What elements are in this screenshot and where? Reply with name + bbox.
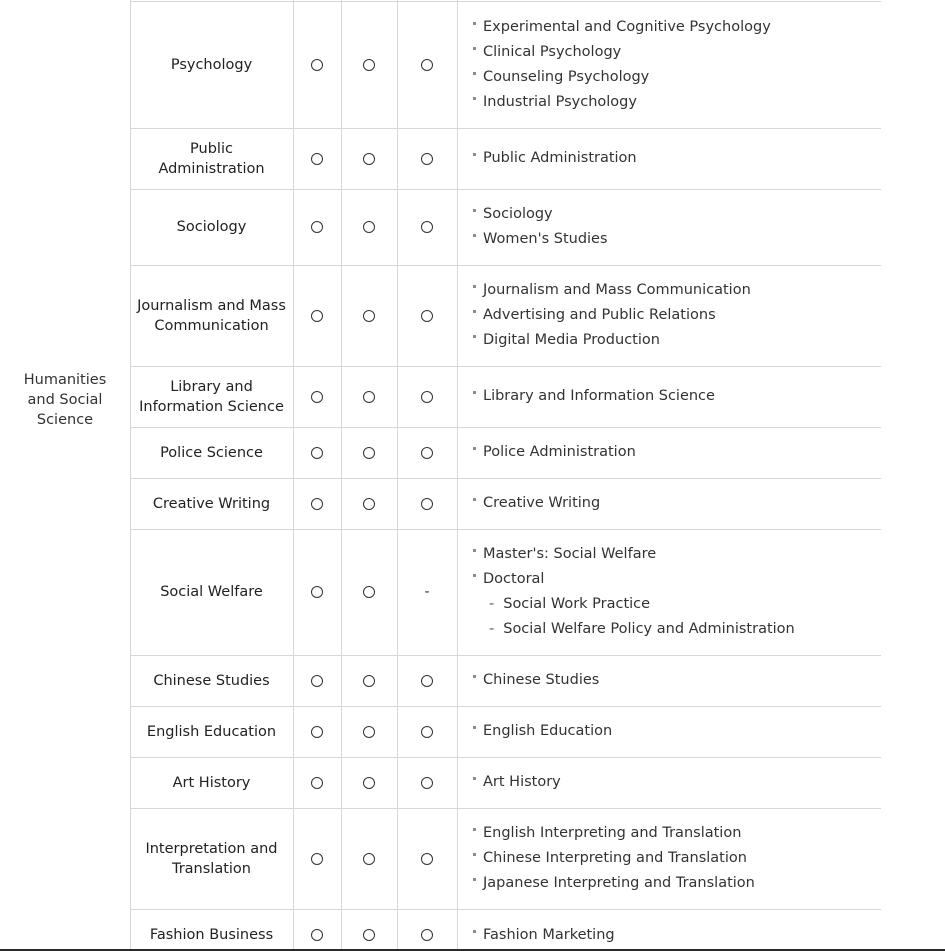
- offered-circle-icon: [341, 266, 397, 365]
- track-label: Social Welfare Policy and Administration: [503, 621, 795, 637]
- major-name: Police Science: [160, 444, 263, 461]
- major-name: Interpretation and Translation: [145, 840, 278, 877]
- track-item: [473, 846, 881, 871]
- track-list: [458, 707, 881, 756]
- track-list: [458, 2, 881, 127]
- circle-icon: [311, 853, 323, 865]
- circle-icon: [421, 221, 433, 233]
- track-list: [458, 530, 881, 654]
- track-label: Japanese Interpreting and Translation: [483, 875, 755, 891]
- offered-circle-icon: [341, 809, 397, 908]
- offered-circle-icon: [293, 367, 341, 426]
- dash-bullet-icon: -: [489, 596, 495, 612]
- circle-icon: [363, 777, 375, 789]
- track-item: [473, 90, 881, 115]
- table-row: [130, 656, 881, 705]
- offered-circle-icon: [341, 479, 397, 528]
- table-row: [130, 809, 881, 908]
- table-row: [130, 479, 881, 528]
- track-list: [458, 910, 881, 951]
- dash-mark: -: [424, 584, 430, 600]
- circle-icon: [311, 777, 323, 789]
- offered-circle-icon: [293, 809, 341, 908]
- track-label: Chinese Studies: [483, 672, 600, 688]
- track-item: [473, 146, 881, 171]
- square-bullet-icon: [473, 234, 476, 237]
- sub-track-item: [473, 592, 881, 617]
- row-divider: [130, 529, 881, 530]
- track-list: [458, 758, 881, 807]
- track-label: Creative Writing: [483, 495, 601, 511]
- offered-circle-icon: [341, 758, 397, 807]
- row-divider: [130, 808, 881, 809]
- major-name: Social Welfare: [160, 584, 263, 600]
- track-label: Doctoral: [483, 571, 545, 587]
- offered-circle-icon: [341, 2, 397, 127]
- track-label: Police Administration: [483, 444, 636, 460]
- row-divider: [130, 1, 881, 2]
- track-item: [473, 303, 881, 328]
- offered-circle-icon: [293, 656, 341, 705]
- track-list: [458, 190, 881, 264]
- track-item: [473, 328, 881, 353]
- row-divider: [130, 366, 881, 367]
- offered-circle-icon: [397, 479, 457, 528]
- row-divider: [130, 128, 881, 129]
- table-row: [130, 2, 881, 127]
- circle-icon: [363, 221, 375, 233]
- sub-track-item: [473, 617, 881, 642]
- table-row: [130, 707, 881, 756]
- row-divider: [130, 478, 881, 479]
- offered-circle-icon: [341, 656, 397, 705]
- track-label: Counseling Psychology: [483, 68, 650, 85]
- circle-icon: [311, 447, 323, 459]
- table-row: [130, 530, 881, 654]
- square-bullet-icon: [473, 22, 476, 25]
- track-label: Industrial Psychology: [483, 93, 637, 110]
- major-name: Psychology: [170, 56, 253, 73]
- table-row: [130, 129, 881, 188]
- square-bullet-icon: [473, 574, 476, 577]
- offered-circle-icon: [341, 367, 397, 426]
- major-name: Chinese Studies: [153, 672, 270, 689]
- circle-icon: [311, 221, 323, 233]
- track-label: Art History: [483, 774, 561, 790]
- row-divider: [130, 427, 881, 428]
- circle-icon: [421, 853, 433, 865]
- offered-circle-icon: [293, 129, 341, 188]
- offered-circle-icon: [397, 266, 457, 365]
- circle-icon: [311, 675, 323, 687]
- square-bullet-icon: [473, 310, 476, 313]
- track-list: [458, 656, 881, 705]
- circle-icon: [311, 59, 323, 71]
- row-divider: [130, 757, 881, 758]
- circle-icon: [363, 447, 375, 459]
- circle-icon: [421, 675, 433, 687]
- offered-circle-icon: [341, 707, 397, 756]
- major-name: Library and Information Science: [139, 378, 284, 415]
- offered-circle-icon: [341, 910, 397, 951]
- circle-icon: [311, 586, 323, 598]
- track-item: [473, 15, 881, 40]
- track-item: [473, 821, 881, 846]
- track-list: [458, 266, 881, 365]
- track-label: Fashion Marketing: [483, 926, 615, 943]
- track-label: Library and Information Science: [483, 388, 715, 404]
- circle-icon: [311, 498, 323, 510]
- row-divider: [130, 706, 881, 707]
- circle-icon: [421, 310, 433, 322]
- offered-circle-icon: [397, 809, 457, 908]
- circle-icon: [363, 498, 375, 510]
- offered-circle-icon: [341, 129, 397, 188]
- row-divider: [130, 265, 881, 266]
- table-row: [130, 428, 881, 477]
- circle-icon: [363, 675, 375, 687]
- square-bullet-icon: [473, 447, 476, 450]
- square-bullet-icon: [473, 878, 476, 881]
- circle-icon: [363, 391, 375, 403]
- track-label: Sociology: [483, 206, 553, 222]
- track-list: [458, 809, 881, 908]
- offered-circle-icon: [293, 530, 341, 654]
- square-bullet-icon: [473, 726, 476, 729]
- major-name: Sociology: [176, 219, 247, 235]
- offered-circle-icon: [341, 530, 397, 654]
- circle-icon: [421, 726, 433, 738]
- table-row: [130, 367, 881, 426]
- track-label: Social Work Practice: [503, 596, 651, 612]
- circle-icon: [421, 153, 433, 165]
- square-bullet-icon: [473, 549, 476, 552]
- offered-circle-icon: [397, 367, 457, 426]
- major-name: Fashion Business: [149, 927, 274, 943]
- circle-icon: [421, 498, 433, 510]
- track-list: [458, 428, 881, 477]
- track-item: [473, 65, 881, 90]
- track-label: Public Administration: [483, 150, 637, 166]
- table-row: [130, 266, 881, 365]
- offered-circle-icon: [397, 656, 457, 705]
- offered-circle-icon: [397, 758, 457, 807]
- offered-circle-icon: [397, 2, 457, 127]
- offered-circle-icon: [293, 479, 341, 528]
- circle-icon: [363, 59, 375, 71]
- track-item: [473, 491, 881, 516]
- table-row: [130, 910, 881, 951]
- square-bullet-icon: [473, 930, 476, 933]
- track-list: [458, 129, 881, 188]
- offered-circle-icon: [341, 428, 397, 477]
- offered-circle-icon: [293, 266, 341, 365]
- track-item: [473, 278, 881, 303]
- circle-icon: [311, 391, 323, 403]
- row-divider: [130, 655, 881, 656]
- major-name: Art History: [172, 774, 251, 791]
- track-label: Experimental and Cognitive Psychology: [483, 18, 771, 35]
- square-bullet-icon: [473, 97, 476, 100]
- track-item: [473, 668, 881, 693]
- offered-circle-icon: [397, 707, 457, 756]
- track-label: Advertising and Public Relations: [483, 307, 716, 323]
- circle-icon: [311, 929, 323, 941]
- square-bullet-icon: [473, 47, 476, 50]
- track-label: Digital Media Production: [483, 332, 660, 348]
- circle-icon: [311, 726, 323, 738]
- table-row: [130, 190, 881, 264]
- circle-icon: [311, 310, 323, 322]
- table-row: [130, 758, 881, 807]
- offered-circle-icon: [293, 910, 341, 951]
- track-label: Master's: Social Welfare: [483, 546, 657, 562]
- offered-circle-icon: [293, 190, 341, 264]
- circle-icon: [363, 153, 375, 165]
- square-bullet-icon: [473, 209, 476, 212]
- track-item: [473, 567, 881, 592]
- track-item: [473, 202, 881, 227]
- offered-circle-icon: [341, 190, 397, 264]
- track-list: [458, 479, 881, 528]
- major-name: Public Administration: [158, 140, 265, 177]
- circle-icon: [311, 153, 323, 165]
- track-item: [473, 40, 881, 65]
- circle-icon: [421, 391, 433, 403]
- square-bullet-icon: [473, 285, 476, 288]
- circle-icon: [421, 447, 433, 459]
- circle-icon: [421, 777, 433, 789]
- row-divider: [130, 909, 881, 910]
- major-name: Journalism and Mass Communication: [137, 297, 286, 334]
- track-item: [473, 384, 881, 409]
- track-label: Women's Studies: [483, 231, 608, 247]
- circle-icon: [421, 929, 433, 941]
- not-offered-mark: [397, 530, 457, 654]
- row-divider: [130, 189, 881, 190]
- offered-circle-icon: [397, 910, 457, 951]
- circle-icon: [363, 586, 375, 598]
- offered-circle-icon: [397, 190, 457, 264]
- circle-icon: [363, 853, 375, 865]
- square-bullet-icon: [473, 391, 476, 394]
- offered-circle-icon: [293, 428, 341, 477]
- square-bullet-icon: [473, 777, 476, 780]
- dash-bullet-icon: -: [489, 621, 495, 637]
- circle-icon: [363, 310, 375, 322]
- circle-icon: [363, 929, 375, 941]
- track-item: [473, 871, 881, 896]
- circle-icon: [421, 59, 433, 71]
- square-bullet-icon: [473, 335, 476, 338]
- track-item: [473, 719, 881, 744]
- track-item: [473, 227, 881, 252]
- square-bullet-icon: [473, 828, 476, 831]
- track-item: [473, 923, 881, 948]
- offered-circle-icon: [293, 707, 341, 756]
- track-item: [473, 542, 881, 567]
- track-item: [473, 440, 881, 465]
- offered-circle-icon: [293, 2, 341, 127]
- square-bullet-icon: [473, 72, 476, 75]
- square-bullet-icon: [473, 498, 476, 501]
- college-name: Humanities and Social Science: [23, 372, 107, 428]
- major-name: English Education: [146, 723, 277, 740]
- track-label: Clinical Psychology: [483, 43, 622, 60]
- track-label: Journalism and Mass Communication: [483, 282, 751, 298]
- offered-circle-icon: [397, 428, 457, 477]
- square-bullet-icon: [473, 853, 476, 856]
- track-label: Chinese Interpreting and Translation: [483, 850, 747, 866]
- offered-circle-icon: [397, 129, 457, 188]
- square-bullet-icon: [473, 153, 476, 156]
- circle-icon: [363, 726, 375, 738]
- track-item: [473, 770, 881, 795]
- track-list: [458, 367, 881, 426]
- track-label: English Interpreting and Translation: [483, 825, 742, 841]
- major-name: Creative Writing: [152, 495, 271, 512]
- square-bullet-icon: [473, 675, 476, 678]
- track-label: English Education: [483, 723, 613, 739]
- offered-circle-icon: [293, 758, 341, 807]
